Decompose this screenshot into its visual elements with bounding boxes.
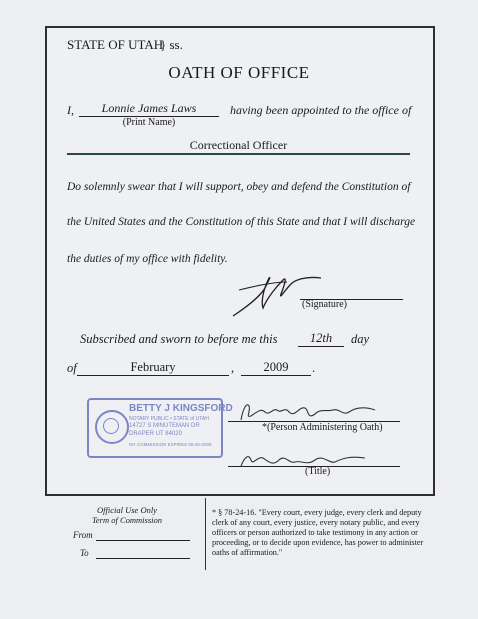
stamp-name: BETTY J KINGSFORD	[129, 403, 233, 414]
i-prefix: I,	[67, 103, 74, 117]
stamp-line-4: DRAPER UT 84020	[129, 431, 182, 437]
oath-line-3: the duties of my office with fidelity.	[67, 253, 228, 265]
month-value: February	[130, 360, 176, 374]
state-seal-icon	[95, 410, 129, 444]
to-field[interactable]	[96, 558, 190, 559]
stamp-line-3: 14727 S MINUTEMAN DR	[129, 423, 200, 429]
notary-stamp	[87, 398, 233, 458]
statute-note: * § 78-24-16. "Every court, every judge, every clerk and deputy clerk of any court, every justice, every notary public, and every officers or person authorized to take testimony in any action or proceeding, or to decide upon evidence, has power to administer oaths of affirmation."	[212, 508, 424, 557]
period: .	[312, 361, 316, 375]
day-word: day	[351, 332, 370, 346]
official-use-title: Official Use Only	[97, 505, 157, 515]
day-value: 12th	[309, 331, 333, 345]
signature-caption: (Signature)	[302, 299, 347, 310]
administering-caption: *(Person Administering Oath)	[262, 422, 383, 433]
from-label: From	[73, 530, 93, 540]
print-name-caption: (Print Name)	[122, 117, 176, 128]
year-value: 2009	[263, 360, 289, 374]
month-line	[77, 375, 229, 376]
oath-line-2: the United States and the Constitution of this State and that I will discharge	[67, 216, 416, 228]
year-line	[241, 375, 311, 376]
appointed-text: having been appointed to the office of	[230, 103, 412, 117]
to-label: To	[80, 548, 89, 558]
footer-divider	[205, 498, 206, 570]
term-of-commission-label: Term of Commission	[91, 515, 163, 525]
state-label: STATE OF UTAH	[67, 37, 164, 52]
comma: ,	[231, 361, 235, 375]
office-value: Correctional Officer	[189, 138, 288, 152]
subscribed-text: Subscribed and sworn to before me this	[80, 332, 278, 346]
stamp-line-5: MY COMMISSION EXPIRES 06-25-2009	[129, 442, 212, 447]
from-field[interactable]	[96, 540, 190, 541]
document-title: OATH OF OFFICE	[168, 63, 310, 82]
office-line	[67, 153, 410, 155]
title-caption: (Title)	[305, 466, 331, 477]
print-name-value: Lonnie James Laws	[101, 101, 197, 115]
ss-label: } ss.	[160, 37, 183, 52]
officer-signature	[225, 268, 335, 322]
of-label: of	[67, 361, 77, 375]
oath-line-1: Do solemnly swear that I will support, obey and defend the Constitution of	[67, 181, 411, 193]
day-line	[298, 346, 344, 347]
stamp-line-2: NOTARY PUBLIC • STATE of UTAH	[129, 416, 209, 422]
